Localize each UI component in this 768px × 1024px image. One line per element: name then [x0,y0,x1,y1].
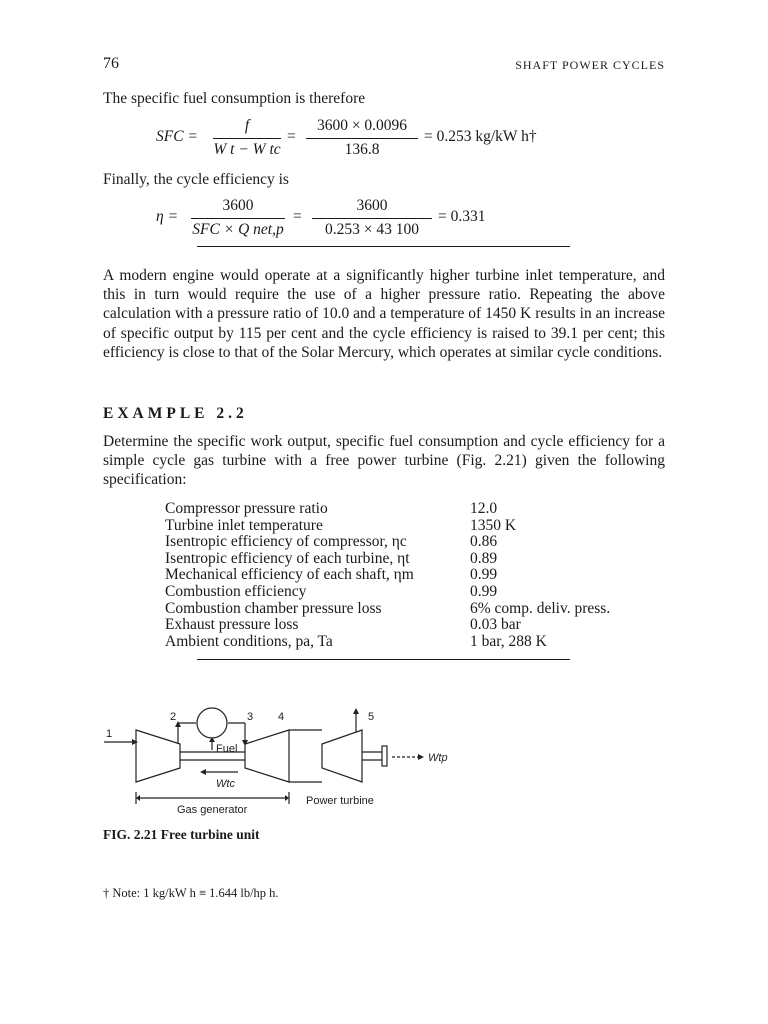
gas-generator-label: Gas generator [177,804,248,816]
spec-row [165,518,610,535]
efficiency-fraction-2 [312,197,432,239]
spec-row [165,584,610,601]
specification-table [165,501,610,650]
spec-label: Combustion chamber pressure loss [165,599,382,617]
power-turbine-label: Power turbine [306,795,374,807]
spec-value: 0.86 [470,533,498,551]
fuel-label: Fuel [216,743,238,755]
power-turbine-shape [322,730,362,782]
spec-value: 0.89 [470,549,498,567]
example-text: Determine the specific work output, specific fuel consumption and cycle efficiency for a simple cycle gas turbine with a free power turbine (Fig. 2.21) given the following specification: [103,433,665,489]
spec-label: Isentropic efficiency of each turbine, ηt [165,549,410,567]
sfc-fraction-2 [306,117,418,159]
spec-row [165,601,610,618]
sfc-fraction-2-denominator: 136.8 [344,141,380,158]
spec-row [165,534,610,551]
sfc-equation-result: = 0.253 kg/kW h† [424,128,537,145]
efficiency-intro-text: Finally, the cycle efficiency is [103,171,289,188]
inlet-arrowhead [132,739,138,745]
sfc-fraction-2-numerator: 3600 × 0.0096 [316,117,408,134]
wtp-arrowhead [418,754,424,760]
spec-label: Ambient conditions, pa, Ta [165,632,333,650]
compressor-turbine-shape [245,730,289,782]
spec-label: Combustion efficiency [165,582,307,600]
sfc-fraction-1-numerator: f [244,117,250,134]
efficiency-fraction-2-denominator: 0.253 × 43 100 [325,221,419,238]
compressor-shape [136,730,180,782]
wtc-label: Wtc [216,778,235,790]
spec-value: 0.99 [470,566,498,584]
efficiency-equation-lhs: η = [156,208,179,225]
spec-row [165,501,610,518]
exhaust-arrowhead [353,708,359,714]
spec-label: Exhaust pressure loss [165,616,299,634]
footnote: † Note: 1 kg/kW h ≡ 1.644 lb/hp h. [103,886,279,900]
wtp-label: Wtp [428,752,448,764]
station-5-label: 5 [368,711,375,723]
example-heading: EXAMPLE 2.2 [103,405,248,422]
spec-value: 12.0 [470,500,498,517]
figure-caption: FIG. 2.21 Free turbine unit [103,827,260,842]
spec-label: Compressor pressure ratio [165,500,328,517]
modern-engine-paragraph: A modern engine would operate at a significantly higher turbine inlet temperature, and this in turn would require the use of a higher pressure ratio. Repeating the above calculation with a pressure ratio of 10.0 and a temperature of 1450 K results in an increase of specific output by 115 per cent and the cycle efficiency is raised to 39.1 per cent; this efficiency is close to that of the Solar Mercury, which operates at similar cycle conditions. [103,267,665,361]
spec-value: 1 bar, 288 K [470,632,547,650]
free-turbine-diagram [100,700,460,820]
sfc-equation-lhs: SFC = [156,128,198,145]
spec-value: 1350 K [470,516,517,534]
sfc-fraction-1 [213,117,281,159]
gas-generator-arrow-left [136,795,140,801]
efficiency-equation-result: = 0.331 [438,208,486,225]
section-divider [197,246,570,247]
station-4-label: 4 [278,711,285,723]
spec-row [165,634,610,651]
station-2-label: 2 [170,711,177,723]
spec-label: Isentropic efficiency of compressor, ηc [165,533,407,551]
spec-row [165,551,610,568]
spec-row [165,567,610,584]
coupling-flange [382,746,387,766]
spec-value: 0.99 [470,582,498,600]
spec-value: 6% comp. deliv. press. [470,599,611,617]
station-3-label: 3 [247,711,254,723]
sfc-fraction-1-denominator: W t − W tc [213,141,281,158]
spec-label: Turbine inlet temperature [165,516,323,534]
efficiency-fraction-1 [191,197,285,239]
sfc-intro-text: The specific fuel consumption is therefore [103,90,366,107]
efficiency-fraction-1-denominator: SFC × Q net,p [192,221,284,238]
efficiency-fraction-2-numerator: 3600 [356,197,388,214]
page-number: 76 [103,55,119,72]
running-head: SHAFT POWER CYCLES [515,58,665,72]
spec-value: 0.03 bar [470,616,521,634]
station-1-label: 1 [106,728,113,740]
combustor-shape [197,708,227,738]
spec-label: Mechanical efficiency of each shaft, ηm [165,566,414,584]
spec-row [165,617,610,634]
wtc-arrowhead [200,769,206,775]
efficiency-fraction-1-numerator: 3600 [222,197,254,214]
table-divider [197,659,570,660]
